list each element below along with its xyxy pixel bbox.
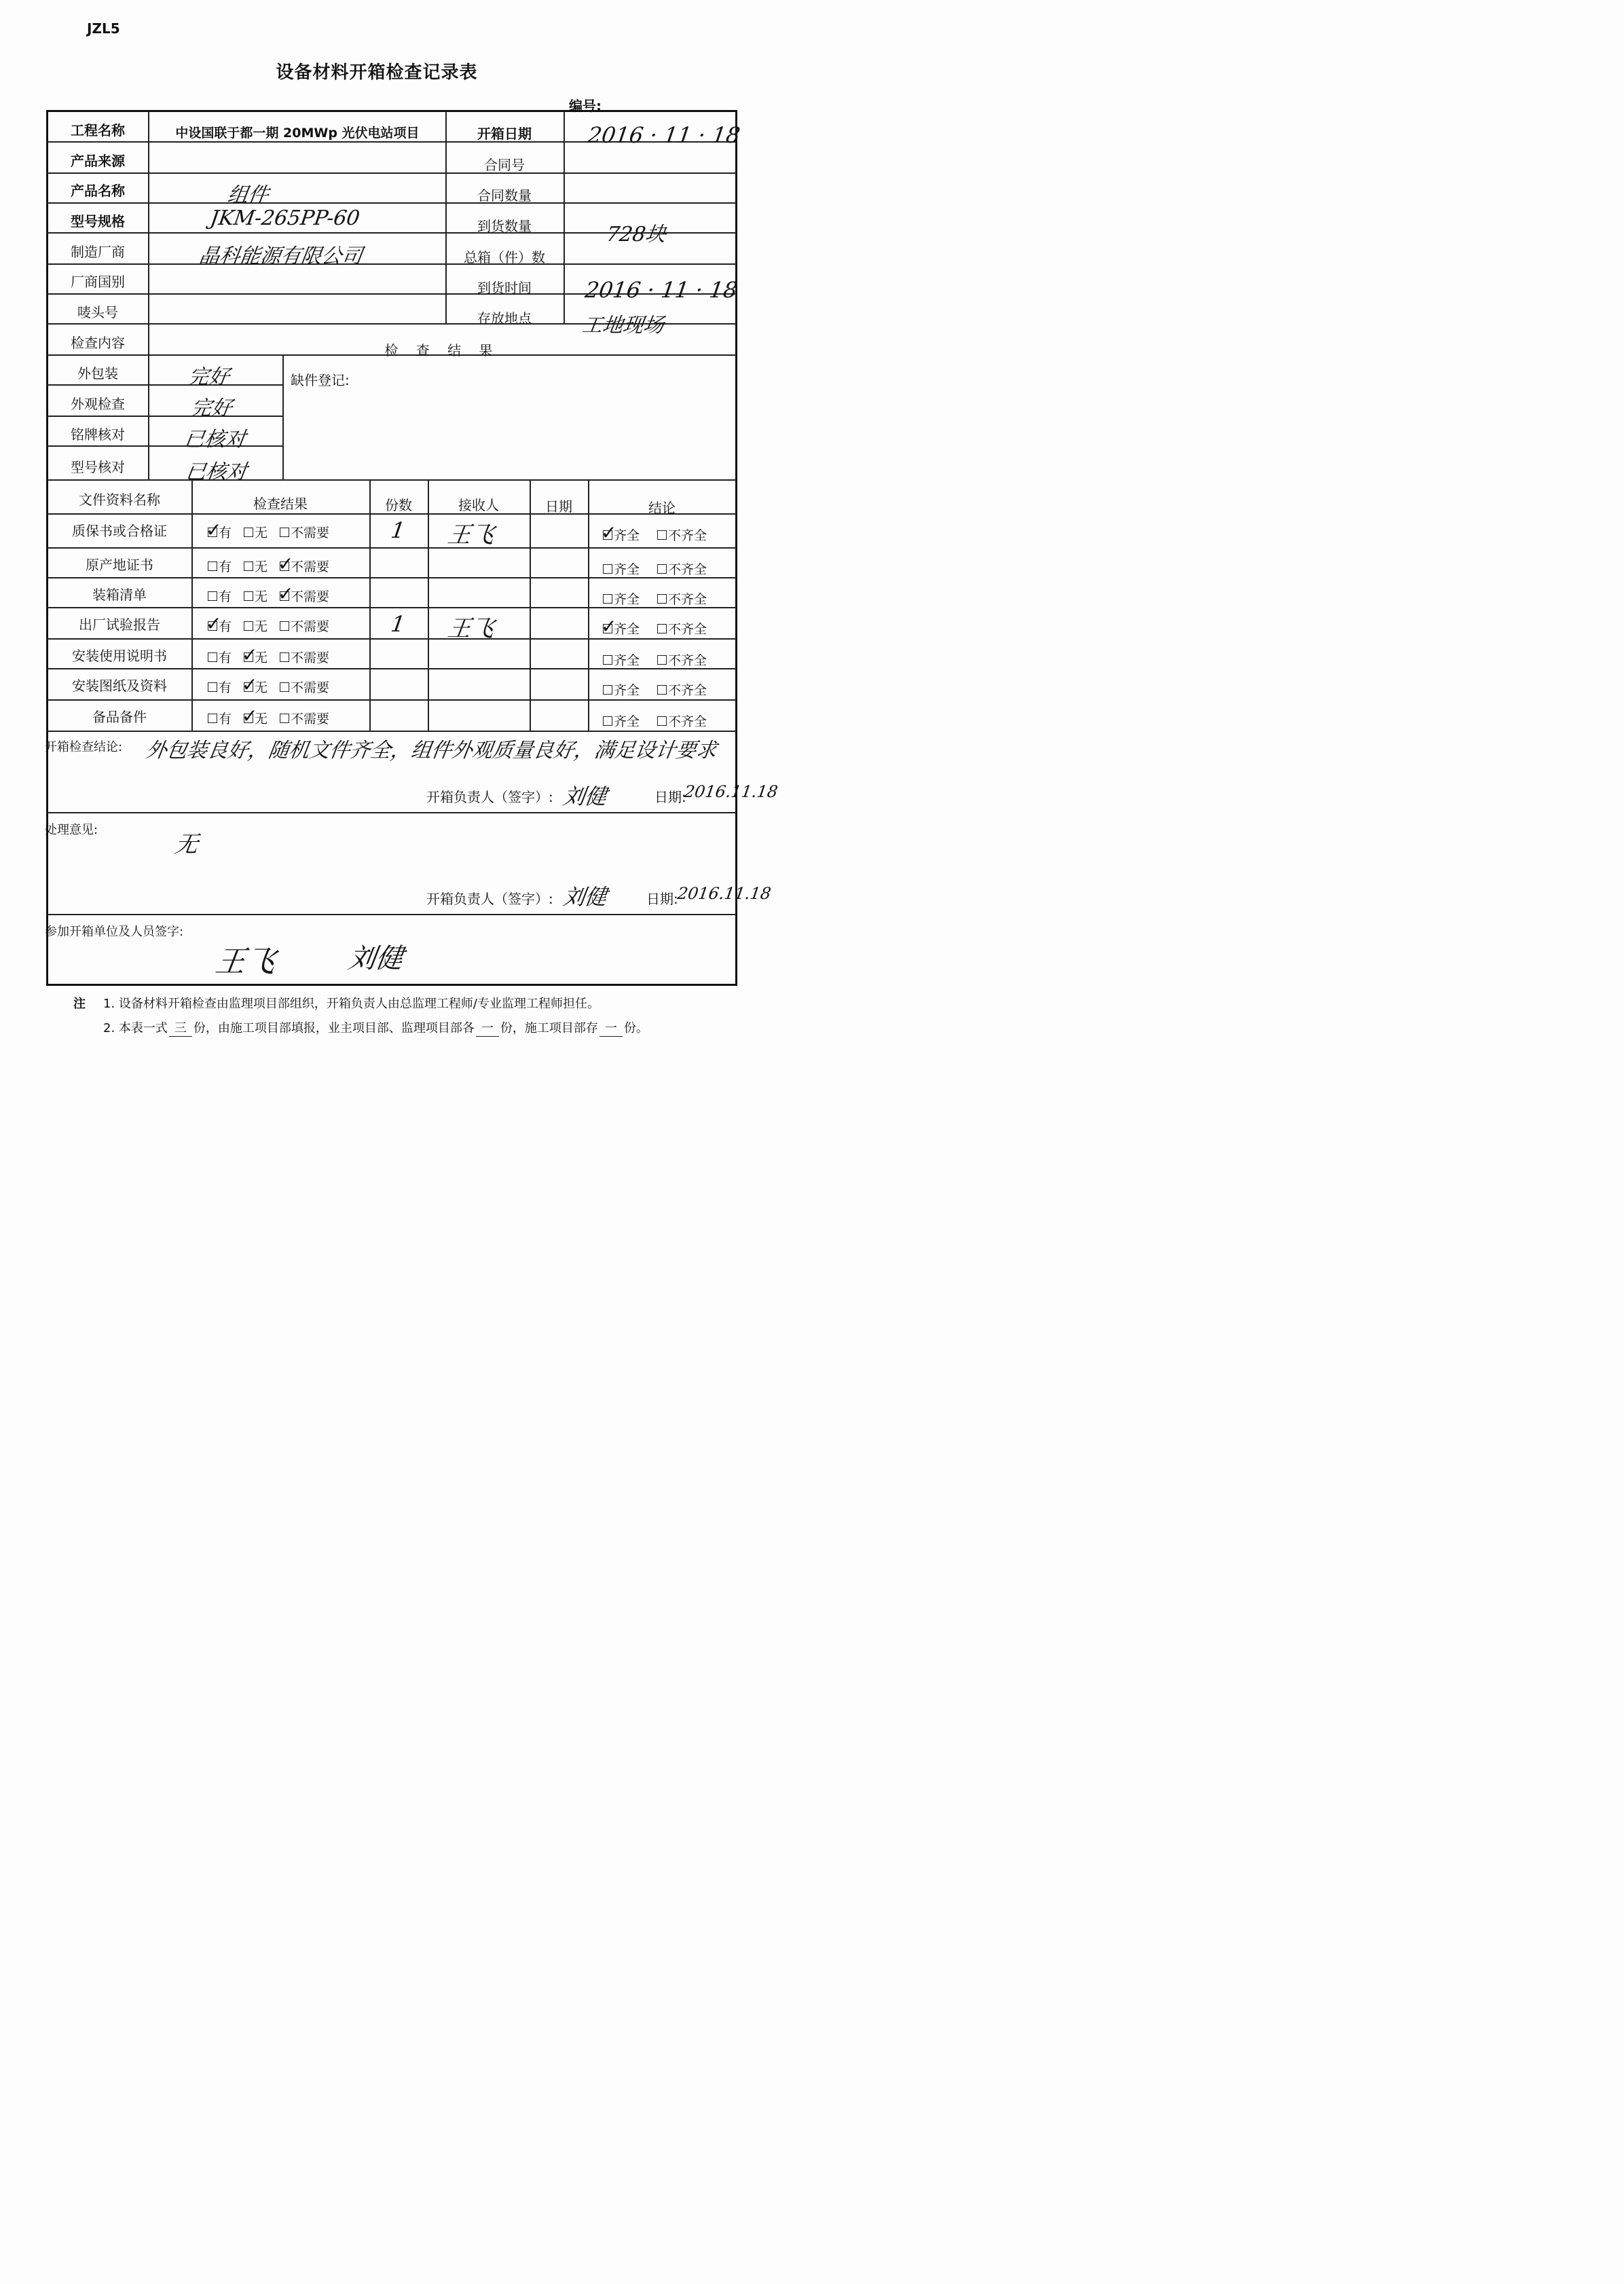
- checkbox: [280, 714, 289, 723]
- docs-header-date: 日期: [545, 498, 572, 515]
- checkbox-label: 不齐全: [668, 562, 707, 577]
- checkbox-label: 齐全: [614, 622, 640, 637]
- checkbox-label: 有: [219, 680, 232, 695]
- checkbox: [603, 716, 612, 726]
- checkbox-label: 不齐全: [668, 592, 707, 607]
- checkbox: [242, 673, 258, 696]
- participant-signature: 刘健: [346, 943, 405, 974]
- doc-row-result-options: [208, 704, 330, 727]
- checkbox-label: 无: [255, 650, 268, 665]
- check-mark: ✓: [278, 582, 294, 605]
- project-label: 工程名称: [71, 122, 125, 139]
- checkbox-label: 齐全: [614, 683, 640, 698]
- checkbox: [657, 655, 667, 665]
- checkbox: [657, 716, 667, 726]
- checkbox-option-incomplete: [657, 650, 707, 669]
- doc-row-name: 备品备件: [92, 709, 147, 725]
- checkbox-label: 有: [219, 589, 232, 604]
- checkbox-label: 不齐全: [668, 653, 707, 668]
- check-item-value: 已核对: [184, 460, 248, 484]
- checkbox: [603, 594, 612, 604]
- doc-row-conclusion-options: [601, 614, 707, 638]
- checkbox-label: 齐全: [614, 592, 640, 607]
- doc-row-result-options: [206, 612, 330, 635]
- mark-label: 唛头号: [77, 304, 118, 320]
- checkbox: [601, 521, 617, 544]
- checkbox-option-have: [208, 648, 232, 666]
- checkbox-label: 不齐全: [668, 683, 707, 698]
- country-label: 厂商国别: [71, 274, 125, 290]
- doc-row-name: 安装图纸及资料: [72, 678, 167, 694]
- check-mark: ✓: [206, 612, 222, 635]
- conclusion-text: 外包装良好，随机文件齐全，组件外观质量良好，满足设计要求: [145, 739, 718, 762]
- check-mark: ✓: [601, 521, 617, 544]
- product-name-label: 产品名称: [71, 183, 125, 199]
- checkbox: [244, 561, 253, 571]
- arrival-qty-label: 到货数量: [477, 218, 532, 234]
- checkbox: [206, 518, 222, 541]
- checkbox-label: 不需要: [291, 650, 330, 665]
- checkbox: [657, 594, 667, 604]
- check-mark: ✓: [242, 643, 258, 666]
- doc-row-result-options: [206, 518, 330, 541]
- checkbox-option-not-needed: [280, 523, 329, 541]
- checkbox: [278, 582, 294, 605]
- maker-value: 晶科能源有限公司: [198, 244, 364, 268]
- contract-no-label: 合同号: [484, 157, 525, 173]
- conclusion-date: 2016.11.18: [683, 782, 779, 801]
- checkbox-label: 不齐全: [668, 528, 707, 543]
- checkbox: [657, 685, 667, 695]
- checkbox-label: 有: [219, 712, 232, 726]
- check-item-label: 外观检查: [71, 396, 125, 412]
- doc-row-conclusion-options: [603, 650, 707, 669]
- checkbox: [601, 614, 617, 638]
- checkbox-option-have: [206, 518, 232, 541]
- checkbox-label: 无: [255, 712, 268, 726]
- conclusion-signature: 刘健: [561, 784, 609, 809]
- doc-row-result-options: [208, 552, 330, 575]
- doc-row-result-options: [208, 582, 330, 605]
- checkbox-option-not-needed: [280, 678, 329, 696]
- checkbox: [244, 528, 253, 537]
- checkbox-option-incomplete: [657, 526, 707, 544]
- arrival-time-value: 2016 · 11 · 18: [583, 277, 739, 303]
- checkbox-option-complete: [603, 712, 640, 730]
- check-mark: ✓: [278, 552, 294, 575]
- participants-label: 参加开箱单位及人员签字:: [45, 925, 184, 939]
- checkbox-label: 无: [255, 680, 268, 695]
- note-line-1: 1. 设备材料开箱检查由监理项目部组织，开箱负责人由总监理工程师/专业监理工程师担任。: [103, 997, 599, 1011]
- checkbox-label: 有: [219, 619, 232, 634]
- opinion-signer-label: 开箱负责人（签字）:: [426, 891, 553, 907]
- page-title: 设备材料开箱检查记录表: [276, 62, 478, 83]
- checkbox-label: 齐全: [614, 562, 640, 577]
- storage-value: 工地现场: [580, 314, 665, 337]
- doc-row-name: 质保书或合格证: [72, 523, 167, 539]
- checkbox-label: 不齐全: [668, 714, 707, 729]
- checkbox: [242, 643, 258, 666]
- checkbox-label: 齐全: [614, 653, 640, 668]
- conclusion-signer-label: 开箱负责人（签字）:: [426, 789, 553, 805]
- check-item-label: 型号核对: [71, 459, 125, 475]
- doc-row-result-options: [208, 643, 330, 666]
- doc-row-receiver-signature: 王飞: [445, 615, 496, 642]
- checkbox-option-incomplete: [657, 680, 707, 699]
- checkbox: [244, 591, 253, 601]
- check-item-label: 铭牌核对: [71, 426, 125, 443]
- checkbox-option-incomplete: [657, 619, 707, 638]
- checkbox: [603, 655, 612, 665]
- project-value: 中设国联于都一期 20MWp 光伏电站项目: [175, 126, 420, 141]
- checkbox: [278, 552, 294, 575]
- check-mark: ✓: [242, 673, 258, 696]
- checkbox-label: 无: [255, 526, 268, 540]
- checkbox-label: 不需要: [291, 589, 330, 604]
- model-value: JKM-265PP-60: [208, 206, 362, 230]
- checkbox-label: 不需要: [291, 526, 330, 540]
- doc-row-receiver-signature: 王飞: [445, 521, 496, 549]
- checkbox-option-complete: [601, 614, 640, 638]
- checkbox-option-none: [242, 704, 268, 727]
- check-item-value: 完好: [189, 397, 234, 420]
- checkbox-option-incomplete: [657, 712, 707, 730]
- checkbox-option-none: [244, 616, 267, 635]
- checkbox: [280, 621, 289, 631]
- docs-header-conclusion: 结论: [648, 500, 676, 516]
- checkbox: [657, 530, 667, 540]
- doc-row-name: 出厂试验报告: [79, 616, 160, 633]
- checkbox: [603, 685, 612, 695]
- checkbox-label: 不需要: [291, 680, 330, 695]
- checkbox: [657, 624, 667, 633]
- checkbox-option-complete: [603, 589, 640, 608]
- checkbox-label: 齐全: [614, 528, 640, 543]
- doc-row-name: 原产地证书: [86, 557, 153, 573]
- docs-header-name: 文件资料名称: [79, 492, 160, 508]
- opinion-label: 处理意见:: [45, 823, 98, 837]
- checkbox: [208, 652, 217, 662]
- checkbox-label: 有: [219, 559, 232, 574]
- form-code: JZL5: [87, 20, 120, 37]
- check-item-value: 完好: [187, 365, 231, 389]
- checkbox-label: 有: [219, 650, 232, 665]
- docs-header-receiver: 接收人: [458, 497, 499, 513]
- checkbox-label: 不需要: [291, 619, 330, 634]
- checkbox: [244, 621, 253, 631]
- checkbox: [206, 612, 222, 635]
- doc-row-conclusion-options: [601, 521, 707, 544]
- check-result-header: 检 查 结 果: [384, 342, 500, 358]
- checkbox-option-none: [244, 587, 267, 605]
- checkbox: [242, 704, 258, 727]
- doc-row-copies: 1: [389, 611, 407, 637]
- checkbox-option-complete: [603, 559, 640, 578]
- missing-parts-label: 缺件登记:: [291, 372, 350, 388]
- doc-row-conclusion-options: [603, 712, 707, 730]
- contract-qty-label: 合同数量: [477, 187, 532, 204]
- checkbox-option-none: [244, 557, 267, 575]
- check-mark: ✓: [242, 704, 258, 727]
- doc-row-copies: 1: [389, 517, 407, 543]
- arrival-qty-value: 728块: [605, 223, 668, 246]
- product-name-value: 组件: [226, 183, 270, 207]
- checkbox-option-none: [242, 673, 268, 696]
- notes-prefix: 注: [73, 997, 86, 1011]
- checkbox: [280, 652, 289, 662]
- conclusion-date-label: 日期:: [654, 789, 686, 805]
- opinion-signature: 刘健: [561, 884, 609, 910]
- conclusion-label: 开箱检查结论:: [45, 740, 123, 754]
- checkbox: [603, 564, 612, 574]
- checkbox-option-not-needed: [280, 616, 329, 635]
- checkbox: [208, 714, 217, 723]
- checkbox-option-complete: [603, 680, 640, 699]
- check-content-label: 检查内容: [71, 335, 125, 351]
- checkbox-option-complete: [601, 521, 640, 544]
- participant-signature: 王飞: [213, 944, 278, 979]
- doc-row-name: 安装使用说明书: [72, 648, 167, 664]
- checkbox-label: 不需要: [291, 559, 330, 574]
- doc-row-conclusion-options: [603, 589, 707, 608]
- checkbox-option-have: [206, 612, 232, 635]
- check-mark: ✓: [601, 614, 617, 638]
- check-mark: ✓: [206, 518, 222, 541]
- check-item-value: 已核对: [183, 428, 247, 452]
- opinion-date-label: 日期:: [646, 891, 678, 907]
- open-date-label: 开箱日期: [477, 126, 532, 142]
- open-date-value: 2016 · 11 · 18: [586, 122, 742, 148]
- checkbox-label: 无: [255, 619, 268, 634]
- opinion-text: 无: [172, 831, 200, 858]
- check-item-label: 外包装: [77, 365, 118, 382]
- checkbox-option-have: [208, 587, 232, 605]
- arrival-time-label: 到货时间: [477, 280, 532, 296]
- checkbox-option-complete: [603, 650, 640, 669]
- checkbox-option-have: [208, 709, 232, 727]
- opinion-date: 2016.11.18: [676, 884, 773, 903]
- doc-row-result-options: [208, 673, 330, 696]
- checkbox-option-incomplete: [657, 589, 707, 608]
- maker-label: 制造厂商: [71, 244, 125, 260]
- checkbox-option-incomplete: [657, 559, 707, 578]
- checkbox-option-not-needed: [280, 648, 329, 666]
- checkbox-option-none: [244, 523, 267, 541]
- checkbox-option-not-needed: [278, 552, 330, 575]
- serial-number-label: 编号:: [569, 98, 602, 114]
- checkbox-label: 齐全: [614, 714, 640, 729]
- checkbox-option-have: [208, 678, 232, 696]
- docs-header-result: 检查结果: [253, 496, 308, 512]
- checkbox-label: 无: [255, 589, 268, 604]
- checkbox-option-not-needed: [278, 582, 330, 605]
- checkbox-option-have: [208, 557, 232, 575]
- checkbox-option-not-needed: [280, 709, 329, 727]
- model-label: 型号规格: [71, 213, 125, 229]
- checkbox: [280, 528, 289, 537]
- checkbox: [657, 564, 667, 574]
- checkbox: [208, 561, 217, 571]
- checkbox: [280, 682, 289, 692]
- source-label: 产品来源: [71, 153, 125, 169]
- doc-row-name: 装箱清单: [92, 587, 147, 603]
- doc-row-conclusion-options: [603, 559, 707, 578]
- storage-label: 存放地点: [477, 310, 532, 327]
- checkbox: [208, 591, 217, 601]
- checkbox: [208, 682, 217, 692]
- checkbox-label: 有: [219, 526, 232, 540]
- checkbox-label: 无: [255, 559, 268, 574]
- doc-row-conclusion-options: [603, 680, 707, 699]
- checkbox-label: 不需要: [291, 712, 330, 726]
- checkbox-option-none: [242, 643, 268, 666]
- checkbox-label: 不齐全: [668, 622, 707, 637]
- docs-header-copies: 份数: [385, 497, 412, 513]
- box-count-label: 总箱（件）数: [464, 249, 545, 265]
- note-line-2: 2. 本表一式 三 份，由施工项目部填报，业主项目部、监理项目部各 一 份，施工项目部存 一 份。: [103, 1018, 648, 1037]
